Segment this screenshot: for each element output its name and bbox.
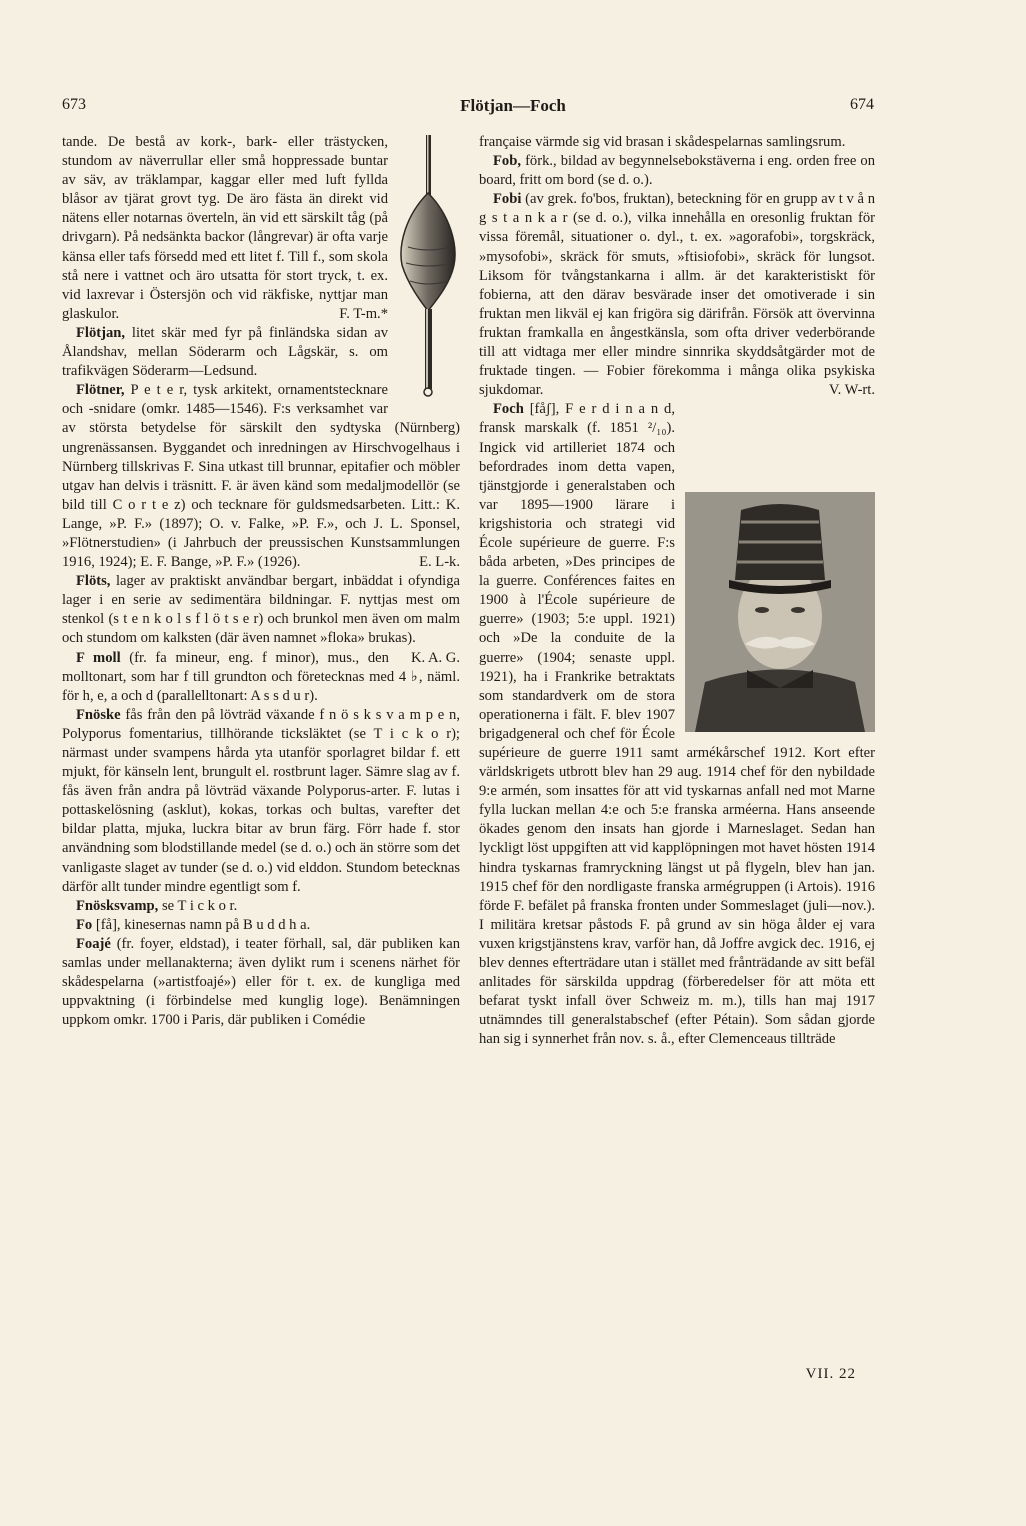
article-headword: Fo [76,916,93,933]
signature-mark: VII. 22 [805,1366,856,1382]
author-signature: K. A. G. [410,649,460,666]
article-headword: Flöts, [76,573,111,590]
article-flots: Flöts, lager av praktiskt användbar bergart, inbäddat i ofyndiga lager i en serie av sedimentära bildningar. F. nyttjas mest om stenkol (s t e n k o l s f l ö t s e r) och brunkol men även om malm och stundom om kalksten (där även namnet »floka» brukas). K. A. G. [62,572,460,648]
article-foch: Foch [fåʃ], F e r d i n a n d, fransk marskalk (f. 1851 ²/₁₀). Ingick vid artilleriet 1874 och befordrades inom detta vapen, tjänstgjorde i generalstaben och var 1895—1900 lärare i krigshistoria och strategi vid École supérieure de guerre. F:s båda arbeten, »Des principes de la guerre. Conférences faites en 1900 à l'École supérieure de guerre» (1903; 5:e uppl. 1921) och »De la conduite de la guerre» (1904; senaste uppl. 1921), ha i Frankrike betraktats som standardverk om de stora operationerna i fält. F. blev 1907 brigadgeneral och chef för École supérieure de guerre 1911 samt armékårschef 1912. Kort efter världskrigets utbrott blev han 29 aug. 1914 chef för den nybildade 9:e armén, som insattes för att vid tyskarnas anfall ned mot Marne fylla luckan mellan 4:e och 5:e franska arméerna. Hans anseende ökades genom den insats han gjorde i Marneslaget. Sedan han lyckligt löst uppgiften att vid kapplöpningen mot havet hösten 1914 hindra tyskarnas framryckning längst ut på flygeln, blev han jan. 1915 chef för den nordligaste franska armégruppen (i Artois). 1916 förde F. befälet på franska fronten under Sommeslaget (juli—nov.). I militära kretsar påstods F. på grund av sin höga ålder ej vara vuxen krigstjänstens krav, varför han, då Joffre avgick dec. 1916, ej blev dennes efterträdare utan i stället med frånträdande av sitt befäl anlitades för särskilda uppdrag (förberedelser för att möta ett befarat tyskt infall över Schweiz m. m.), tills han maj 1917 utnämndes till generalstabschef (efter Pétain). Som sådan gjorde han sig i synnerhet från nov. s. å., efter Clemenceaus tillträde [479,401,876,1048]
net-float-illustration [396,135,460,397]
author-signature: E. L-k. [419,554,460,571]
article-fnoske: Fnöske fås från den på lövträd växande f n ö s k s v a m p e n, Polyporus fomentarius, tillhörande ticksläktet (se T i c k o r); närmast under svampens hårda yta utanför sporlagret bildar f. ett mjukt, för känseln lent, brungult el. rostbrunt lager. Sämre slag av f. fås även från andra på lövträd växande Polyporus-arter. F. lutas i pottaskelösning (asklut), kokas, torkas och bultas, varefter det bildar platta, mjuka, luckra bitar av brun färg. Förr hade f. stor användning som blodstillande medel (se d. o.) och än större som det vanligaste slaget av tunder (se d. o.) vid elddon. Stundom betecknas därför allt tunder mindre egentligt som f. [62,706,460,895]
left-column [62,133,460,1030]
page-title: Flötjan—Foch [460,96,566,115]
foch-portrait-frame [685,492,875,732]
right-column [479,133,875,1050]
left-page-number: 673 [62,96,86,113]
article-fobi: Fobi (av grek. fo'bos, fruktan), beteckning för en grupp av t v å n g s t a n k a r (se d. o.), vilka innehålla en oresonlig fruktan för vissa föremål, situationer o. dyl., t. ex. »agorafobi», torgskräck, »mysofobi», skräck för smuts, »ftisiofobi», skräck för lungsot. Liksom för tvångstankarna i allm. är det karakteristiskt för fobierna, att den därav besvärade inser det omotiverade i sin fruktan men likväl ej kan frigöra sig därifrån. Försök att övervinna fruktan framkalla en ångestkänsla, som ofta driver vederbörande till att vidtaga mer eller mindre sinnrika skyddsåtgärder mot de fruktade tingen. — Fobier förekomma i många olika psykiska sjukdomar. V. W-rt. [479,190,875,400]
foch-portrait-photo [685,492,875,732]
article-headword: Flötner, [76,382,125,399]
article-headword: Fnöske [76,706,121,723]
article-f-moll: F moll (fr. fa mineur, eng. f minor), mus., den molltonart, som har f till grundton och företecknas med 4 ♭, näml. för h, e, a och d (parallelltonart: A s s d u r). [62,649,460,704]
article-headword: Flötjan, [76,324,126,341]
article-headword: Fobi [493,191,522,208]
author-signature: V. W-rt. [828,382,875,399]
article-text-flotar-cont: tande. De bestå av kork-, bark- eller trästycken, stundom av näverrullar eller små hoppressade buntar av säv, av träklampar, kaggar eller med luft fyllda blåsor av tjärat grovt tyg. De äro fästa än direkt vid nätens eller notarnas överteln, än vid ett särskilt tåg (på drivgarn). På nedsänkta backor (långrevar) är ofta varje känsa eller tafs försedd med ett litet f. Till f., som skola stå nere i vattnet och äro utsatta för stort tryck, t. ex. vid laxrevar i Östersjön och vid räkfiske, nyttjar man glaskulor. F. T-m.* [62,133,460,324]
author-signature: F. T-m.* [339,305,388,322]
right-page-number: 674 [850,96,874,113]
article-headword: Foch [493,401,524,418]
article-flotner: Flötner, P e t e r, tysk arkitekt, ornamentstecknare och -snidare (omkr. 1485—1546). F:s verksamhet var av största betydelse för särskilt den sydtyska (Nürnberg) ungrenässansen. Byggandet och inredningen av Hirschvogelhaus i Nürnberg tillskrivas F. Sina utkast till brunnar, epitafier och möbler utgav han delvis i träsnitt. F. är även känd som medaljmodellör (se bild till C o r t e z) och tecknare för guldsmedsarbeten. Litt.: K. Lange, »P. F.» (1897); O. v. Falke, »P. F.», och J. L. Sponsel, »Flötnerstudien» (i Jahrbuch der preussischen Kunstsammlungen 1916, 1924); E. F. Bange, »P. F.» (1926). E. L-k. [62,381,460,572]
article-foaje: Foajé (fr. foyer, eldstad), i teater förhall, sal, där publiken kan samlas under mellanakterna; även dylikt rum i scenens närhet för skådespelarna (»artistfoajé») eller för t. ex. de kungliga med uppvaktning (i förbindelse med kunglig loge). Benämningen uppkom omkr. 1700 i Paris, där publiken i Comédie [62,935,460,1029]
portrait-icon [685,492,875,732]
article-flotjan: Flötjan, litet skär med fyr på finländska sidan av Ålandshav, mellan Söderarm och Lågskär, s. om trafikvägen Söderarm—Ledsund. [62,324,388,380]
article-fnosksvamp: Fnösksvamp, se T i c k o r. [76,897,238,914]
article-headword: Foajé [76,935,111,952]
net-float-icon [396,135,460,397]
article-foaje-cont: française värmde sig vid brasan i skådespelarnas samlingsrum. [479,134,846,150]
article-headword: F moll [76,649,121,666]
article-headword: Fnösksvamp, [76,897,159,914]
article-fo: Fo [få], kinesernas namn på B u d d h a. [76,916,311,933]
article-headword: Fob, [493,153,521,170]
article-fob: Fob, förk., bildad av begynnelsebokstäverna i eng. orden free on board, fritt om bord (se d. o.). [479,153,875,189]
